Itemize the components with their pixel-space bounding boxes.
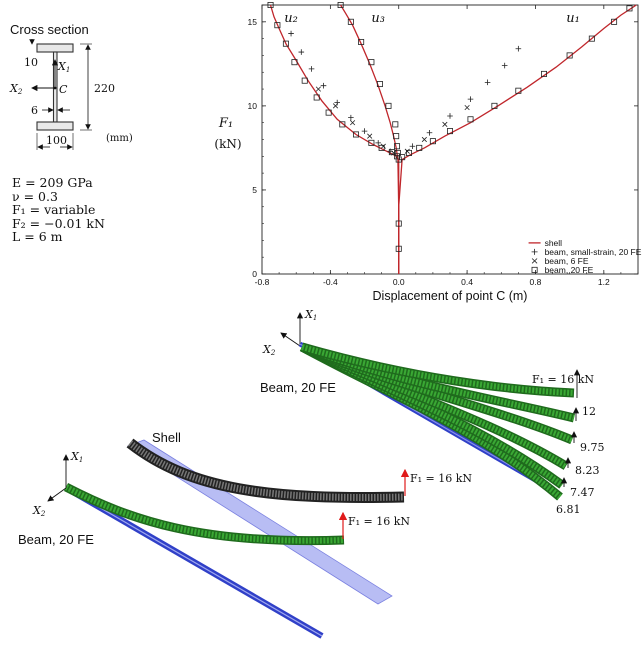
legend-label: beam, small-strain, 20 FE (544, 246, 642, 257)
section-axis-x1: X1 (58, 60, 71, 74)
load-level-8-23: 8.23 (575, 464, 600, 477)
section-axis-x2: X2 (10, 82, 23, 96)
chart-legend (529, 238, 642, 275)
centroid-label: C (59, 83, 68, 96)
cross-section (9, 22, 133, 150)
top-axis-x1: X1 (305, 308, 318, 322)
material-parameters (12, 176, 105, 244)
x-tick-label: 1.2 (597, 277, 610, 287)
x-tick-label: 0.0 (392, 277, 405, 287)
bottom-axis-x1: X1 (71, 450, 84, 464)
param-l: L = 6 m (12, 229, 63, 244)
marker-beam-small-strain (427, 130, 433, 136)
x-axis-label: Displacement of point C (m) (372, 289, 528, 303)
marker-beam-small-strain (299, 49, 305, 55)
bottom-beam-label: Beam, 20 FE (18, 532, 94, 547)
series-shell-u₂ (271, 5, 399, 274)
top-beam-label: Beam, 20 FE (260, 380, 336, 395)
series-shell-u₃ (341, 5, 399, 274)
beam-force-label: F₁ = 16 kN (348, 515, 411, 528)
bottom-axis-x2: X2 (33, 504, 46, 518)
marker-beam-6fe (443, 122, 448, 127)
x-tick-label: -0.4 (323, 277, 338, 287)
width-label: 100 (46, 134, 67, 147)
curve-label-u3: u₃ (371, 10, 385, 26)
legend-label: beam, 6 FE (544, 255, 589, 266)
marker-beam-6fe (333, 104, 338, 109)
x-tick-label: 0.4 (461, 277, 474, 287)
marker-beam-small-strain (447, 113, 453, 119)
marker-beam-small-strain (375, 140, 381, 146)
flange-thickness-label: 10 (24, 56, 38, 69)
marker-beam-small-strain (309, 66, 315, 72)
curve-label-u2: u₂ (284, 10, 298, 26)
marker-beam-small-strain (321, 83, 327, 89)
top-force-label: F₁ = 16 kN (532, 373, 595, 386)
marker-beam-20fe (386, 103, 391, 108)
force-displacement-chart (214, 2, 641, 303)
legend-label: beam, 20 FE (544, 264, 594, 275)
marker-beam-small-strain (410, 143, 416, 149)
y-axis-unit: (kN) (214, 137, 242, 151)
top-flange (37, 44, 73, 52)
marker-beam-small-strain (468, 96, 474, 102)
y-tick-label: 15 (247, 16, 257, 27)
y-tick-label: 10 (247, 100, 257, 111)
marker-beam-6fe (405, 149, 410, 154)
marker-beam-6fe (367, 134, 372, 139)
marker-beam-6fe (465, 105, 470, 110)
web-thickness-label: 6 (31, 104, 38, 117)
marker-beam-6fe (350, 120, 355, 125)
marker-beam-small-strain (502, 63, 508, 69)
param-f2: F₂ = −0.01 kN (12, 215, 105, 231)
height-label: 220 (94, 82, 115, 95)
marker-beam-small-strain (288, 31, 294, 37)
load-level-7-47: 7.47 (570, 486, 595, 499)
marker-beam-20fe (393, 122, 398, 127)
load-level-6-81: 6.81 (556, 503, 581, 516)
marker-beam-6fe (316, 87, 321, 92)
bottom-flange (37, 122, 73, 130)
y-tick-label: 0 (252, 269, 257, 279)
marker-beam-6fe (381, 144, 386, 149)
top-axis-x2: X2 (263, 343, 276, 357)
marker-beam-small-strain (485, 80, 491, 86)
plot-frame (262, 5, 638, 274)
param-f1: F₁ = variable (12, 202, 96, 217)
legend-label: shell (544, 237, 563, 248)
marker-beam-small-strain (516, 46, 522, 52)
shell-label: Shell (152, 430, 181, 445)
marker-beam-small-strain (362, 128, 368, 134)
marker-beam-small-strain (348, 115, 354, 121)
marker-beam-6fe (422, 137, 427, 142)
unit-label: (mm) (106, 133, 133, 144)
legend-swatch-20fe (532, 267, 537, 272)
curve-label-u1: u₁ (566, 10, 580, 26)
x-tick-label: -0.8 (254, 277, 270, 287)
legend-swatch-small-strain (532, 249, 538, 255)
x-tick-label: 0.8 (529, 277, 542, 287)
load-level-9-75: 9.75 (580, 441, 605, 454)
param-e: E = 209 GPa (12, 175, 93, 190)
shell-beam-view-bottom (18, 430, 472, 636)
cross-section-title: Cross section (10, 22, 89, 37)
param-nu: ν = 0.3 (12, 188, 58, 204)
shell-force-label: F₁ = 16 kN (410, 472, 473, 485)
legend-swatch-6fe (532, 258, 537, 263)
y-axis-label: F₁ (218, 116, 234, 131)
series-shell-u₁ (399, 5, 637, 274)
load-level-12: 12 (582, 405, 596, 418)
y-tick-label: 5 (252, 184, 257, 195)
